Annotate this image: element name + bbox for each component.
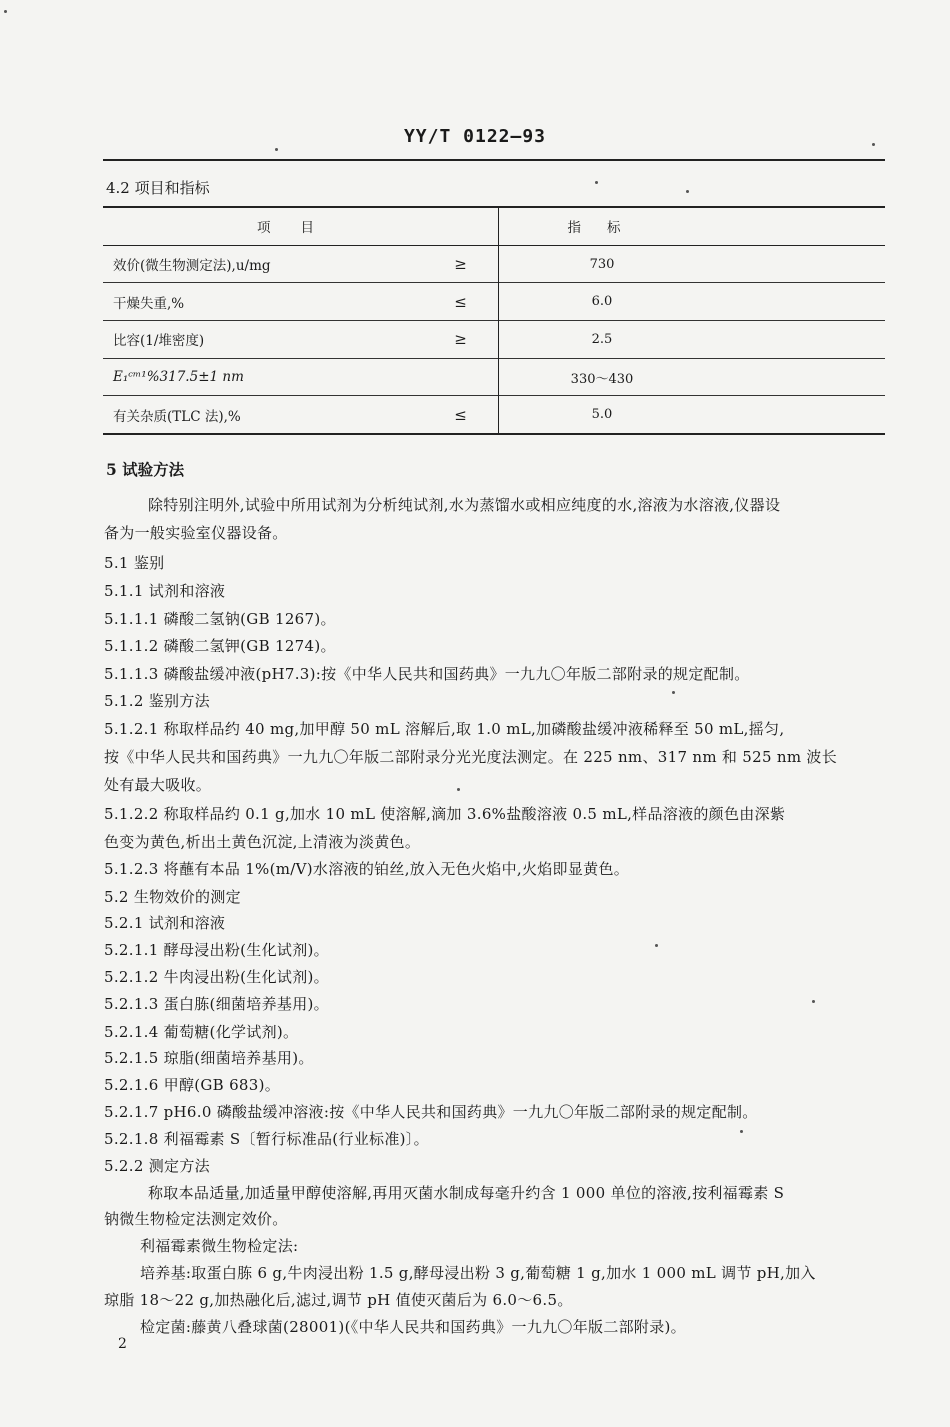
header-rule (103, 159, 885, 161)
body-line: 5.2 生物效价的测定 (104, 888, 241, 906)
row-value: 330～430 (499, 358, 886, 396)
body-line: 除特别注明外,试验中所用试剂为分析纯试剂,水为蒸馏水或相应纯度的水,溶液为水溶液,仪器设 (148, 496, 781, 514)
scan-speck (655, 944, 658, 947)
body-line: 5.2.1.6 甲醇(GB 683)。 (104, 1076, 281, 1094)
body-line: 5.2.1.1 酵母浸出粉(生化试剂)。 (104, 941, 329, 959)
spec-table (103, 206, 885, 435)
body-line: 5.1.2.3 将蘸有本品 1%(m/V)水溶液的铂丝,放入无色火焰中,火焰即显黄色。 (104, 860, 630, 878)
body-line: 5.1.2.1 称取样品约 40 mg,加甲醇 50 mL 溶解后,取 1.0 mL,加磷酸盐缓冲液稀释至 50 mL,摇匀, (104, 720, 785, 738)
row-item: 干燥失重,% (113, 295, 185, 312)
body-line: 5.1.2 鉴别方法 (104, 692, 210, 710)
table-row (103, 358, 885, 396)
body-line: 5.2.2 测定方法 (104, 1157, 210, 1175)
standard-code: YY/T 0122—93 (403, 126, 547, 147)
row-symbol: ≥ (454, 255, 467, 274)
body-line: 5.1.1.1 磷酸二氢钠(GB 1267)。 (104, 610, 336, 628)
scan-speck (595, 181, 598, 184)
body-line: 5.2.1.7 pH6.0 磷酸盐缓冲溶液:按《中华人民共和国药典》一九九〇年版二部附录的规定配制。 (104, 1103, 758, 1121)
row-value: 2.5 (499, 321, 886, 359)
col-item-header: 项目 (257, 220, 344, 237)
section-5-title: 5 试验方法 (106, 460, 185, 479)
scan-speck (686, 190, 689, 193)
scan-speck (4, 10, 7, 13)
body-line: 5.1.1.3 磷酸盐缓冲液(pH7.3):按《中华人民共和国药典》一九九〇年版二部附录的规定配制。 (104, 665, 750, 683)
page-number: 2 (118, 1336, 127, 1352)
row-value: 6.0 (499, 283, 886, 321)
table-row (103, 283, 885, 321)
body-line: 备为一般实验室仪器设备。 (104, 524, 288, 542)
body-line: 称取本品适量,加适量甲醇使溶解,再用灭菌水制成每毫升约含 1 000 单位的溶液,按利福霉素 S (148, 1184, 785, 1202)
body-line: 5.2.1.8 利福霉素 S〔暂行标准品(行业标准)〕。 (104, 1130, 429, 1148)
body-line: 5.2.1.3 蛋白胨(细菌培养基用)。 (104, 995, 329, 1013)
row-item: 比容(1/堆密度) (113, 333, 205, 350)
table-row (103, 245, 885, 283)
scan-speck (672, 691, 675, 694)
row-item: 效价(微生物测定法),u/mg (113, 258, 271, 275)
row-symbol: ≤ (454, 405, 467, 424)
body-line: 处有最大吸收。 (104, 776, 212, 794)
body-line: 检定菌:藤黄八叠球菌(28001)(《中华人民共和国药典》一九九〇年版二部附录)。 (140, 1318, 686, 1336)
row-item: E₁ᶜᵐ¹%317.5±1 nm (113, 369, 244, 386)
body-line: 琼脂 18～22 g,加热融化后,滤过,调节 pH 值使灭菌后为 6.0～6.5。 (104, 1291, 573, 1309)
body-line: 5.1.1 试剂和溶液 (104, 582, 226, 600)
row-value: 730 (499, 245, 886, 283)
body-line: 5.2.1.2 牛肉浸出粉(生化试剂)。 (104, 968, 329, 986)
spec-table-header (103, 207, 885, 245)
section-4-2-title: 4.2 项目和指标 (106, 179, 210, 197)
table-row (103, 396, 885, 434)
col-value-header: 指标 (499, 207, 886, 245)
row-item: 有关杂质(TLC 法),% (113, 408, 241, 425)
body-line: 5.1.2.2 称取样品约 0.1 g,加水 10 mL 使溶解,滴加 3.6%盐酸溶液 0.5 mL,样品溶液的颜色由深紫 (104, 805, 786, 823)
body-line: 5.2.1.5 琼脂(细菌培养基用)。 (104, 1049, 314, 1067)
body-line: 色变为黄色,析出土黄色沉淀,上清液为淡黄色。 (104, 833, 421, 851)
scan-speck (872, 143, 875, 146)
scan-speck (457, 788, 460, 791)
row-symbol: ≤ (454, 292, 467, 311)
row-value: 5.0 (499, 396, 886, 434)
body-line: 培养基:取蛋白胨 6 g,牛肉浸出粉 1.5 g,酵母浸出粉 3 g,葡萄糖 1 g,加水 1 000 mL 调节 pH,加入 (140, 1264, 816, 1282)
body-line: 利福霉素微生物检定法: (140, 1237, 299, 1255)
body-line: 钠微生物检定法测定效价。 (104, 1210, 288, 1228)
body-line: 5.1.1.2 磷酸二氢钾(GB 1274)。 (104, 637, 336, 655)
body-line: 5.2.1.4 葡萄糖(化学试剂)。 (104, 1023, 299, 1041)
row-symbol: ≥ (454, 330, 467, 349)
table-row (103, 321, 885, 359)
body-line: 按《中华人民共和国药典》一九九〇年版二部附录分光光度法测定。在 225 nm、317 nm 和 525 nm 波长 (104, 748, 838, 766)
body-line: 5.1 鉴别 (104, 554, 165, 572)
row-symbol (423, 358, 499, 396)
scan-speck (740, 1130, 743, 1133)
scan-speck (812, 1000, 815, 1003)
scan-speck (275, 148, 278, 151)
body-line: 5.2.1 试剂和溶液 (104, 914, 226, 932)
